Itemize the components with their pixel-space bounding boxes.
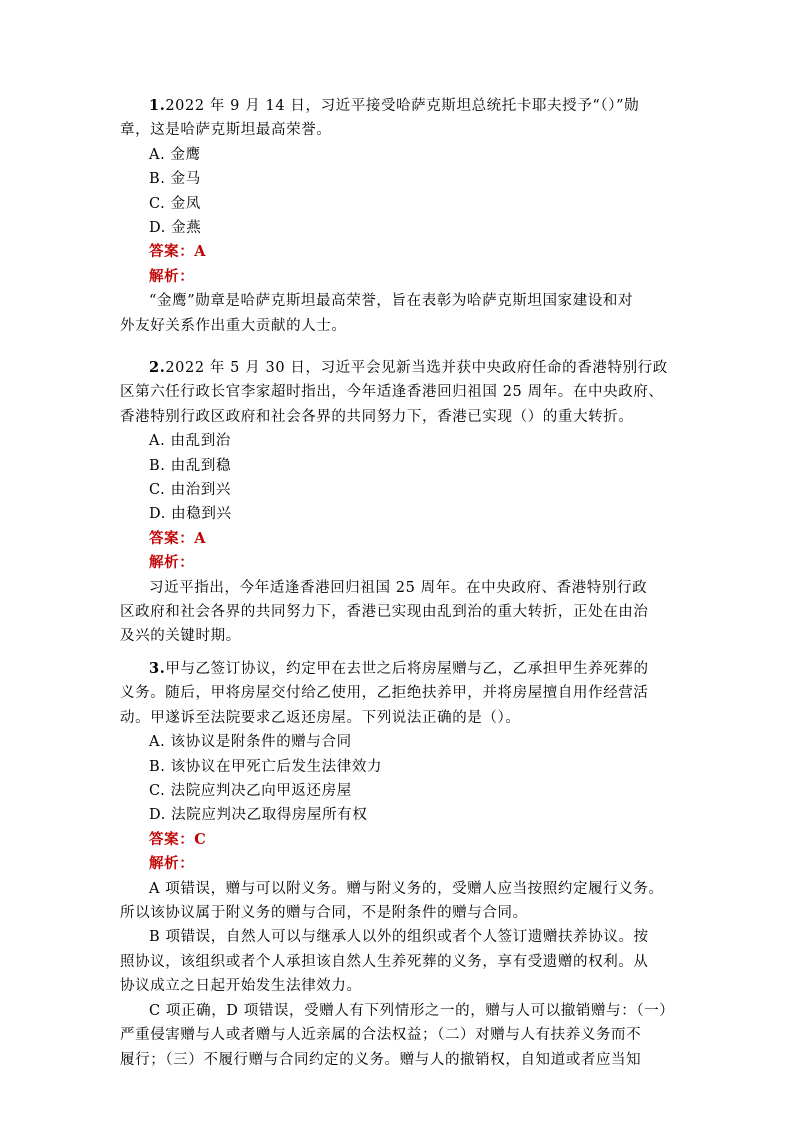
question-number: 2.: [149, 359, 166, 376]
question-2: [120, 356, 685, 649]
analysis-label: 解析：: [149, 855, 195, 873]
analysis-line: 区政府和社会各界的共同努力下，香港已实现由乱到治的重大转折，正处在由治: [120, 604, 649, 621]
answer-label: 答案：A: [149, 529, 207, 547]
option-a: A. 金鹰: [149, 146, 201, 163]
analysis-line: 所以该协议属于附义务的赠与合同，不是附条件的赠与合同。: [120, 905, 528, 922]
analysis-paragraph: [120, 576, 685, 649]
question-number: 1.: [149, 97, 166, 114]
analysis-label: 解析：: [149, 267, 195, 285]
option-d: D. 金燕: [149, 220, 202, 237]
question-1: [120, 94, 685, 338]
analysis-label: 解析：: [149, 554, 195, 572]
analysis-paragraph: [120, 877, 685, 926]
option-d: D. 由稳到兴: [149, 506, 232, 523]
analysis-line: B 项错误，自然人可以与继承人以外的组织或者个人签订遗赠扶养协议。按: [149, 929, 649, 946]
analysis-line: C 项正确，D 项错误，受赠人有下列情形之一的，赠与人可以撤销赠与：（一）: [149, 1002, 675, 1019]
option-c: C. 由治到兴: [149, 482, 231, 499]
answer-label: 答案：A: [149, 243, 207, 261]
option-a: A. 由乱到治: [149, 433, 231, 450]
option-b: B. 金马: [149, 171, 201, 188]
question-number: 3.: [149, 660, 166, 677]
option-a: A. 该协议是附条件的赠与合同: [149, 734, 352, 751]
analysis-line: 习近平指出，今年适逢香港回归祖国 25 周年。在中央政府、香港特别行政: [149, 579, 648, 596]
option-b: B. 该协议在甲死亡后发生法律效力: [149, 758, 383, 775]
option-b: B. 由乱到稳: [149, 457, 232, 474]
question-stem-line: 区第六任行政长官李家超时指出，今年适逢香港回归祖国 25 周年。在中央政府、: [120, 384, 664, 401]
question-stem-line: 香港特别行政区政府和社会各界的共同努力下，香港已实现（）的重大转折。: [120, 408, 634, 425]
option-d: D. 法院应判决乙取得房屋所有权: [149, 807, 368, 824]
question-stem-line: 3.甲与乙签订协议，约定甲在去世之后将房屋赠与乙，乙承担甲生养死葬的: [149, 660, 649, 677]
analysis-paragraph: [120, 999, 685, 1072]
analysis-line: 严重侵害赠与人或者赠与人近亲属的合法权益；（二）对赠与人有扶养义务而不: [120, 1027, 642, 1044]
option-c: C. 金凤: [149, 195, 201, 212]
question-stem-line: 2.2022 年 5 月 30 日，习近平会见新当选并获中央政府任命的香港特别行政: [149, 359, 668, 376]
question-stem-line: 义务。随后，甲将房屋交付给乙使用，乙拒绝扶养甲，并将房屋擅自用作经营活: [120, 685, 649, 702]
question-stem-line: 1.2022 年 9 月 14 日，习近平接受哈萨克斯坦总统托卡耶夫授予“（）”勋: [149, 97, 640, 114]
question-stem-line: 动。甲遂诉至法院要求乙返还房屋。下列说法正确的是（）。: [120, 709, 521, 726]
analysis-line: “金鹰”勋章是哈萨克斯坦最高荣誉，旨在表彰为哈萨克斯坦国家建设和对: [149, 293, 634, 310]
analysis-paragraph: [120, 289, 685, 338]
question-3: [120, 657, 685, 1072]
analysis-line: 照协议，该组织或者个人承担该自然人生养死葬的义务，享有受遗赠的权利。从: [120, 953, 649, 970]
option-c: C. 法院应判决乙向甲返还房屋: [149, 783, 352, 800]
analysis-paragraph: [120, 925, 685, 998]
question-stem-line: 章，这是哈萨克斯坦最高荣誉。: [120, 122, 332, 139]
analysis-line: 履行；（三）不履行赠与合同约定的义务。赠与人的撤销权，自知道或者应当知: [120, 1051, 642, 1068]
analysis-line: 外友好关系作出重大贡献的人士。: [120, 317, 347, 334]
analysis-line: 协议成立之日起开始发生法律效力。: [120, 978, 362, 995]
analysis-line: 及兴的关键时期。: [120, 628, 241, 645]
analysis-line: A 项错误，赠与可以附义务。赠与附义务的，受赠人应当按照约定履行义务。: [149, 880, 664, 897]
answer-label: 答案：C: [149, 830, 207, 848]
